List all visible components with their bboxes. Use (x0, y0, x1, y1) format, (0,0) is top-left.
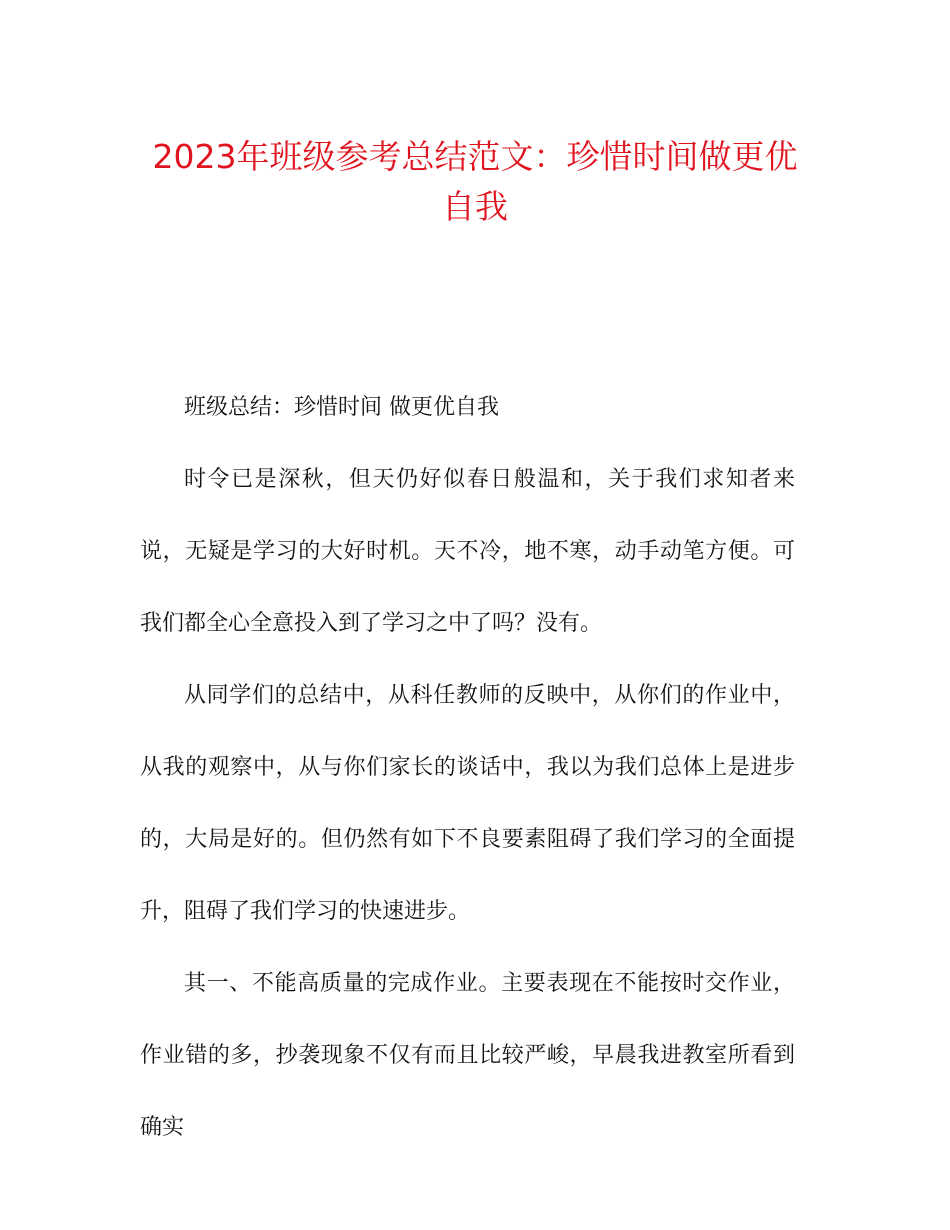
document-body (140, 372, 795, 1164)
paragraph: 时令已是深秋，但天仍好似春日般温和，关于我们求知者来说，无疑是学习的大好时机。天不冷，地不寒，动手动笔方便。可我们都全心全意投入到了学习之中了吗？没有。 (140, 467, 795, 636)
document-title: 2023年班级参考总结范文：珍惜时间做更优自我 (152, 137, 798, 226)
paragraph: 从同学们的总结中，从科任教师的反映中，从你们的作业中，从我的观察中，从与你们家长的谈话中，我以为我们总体上是进步的，大局是好的。但仍然有如下不良要素阻碍了我们学习的全面提升，阻碍了我们学习的快速进步。 (140, 683, 795, 924)
paragraph: 其一、不能高质量的完成作业。主要表现在不能按时交作业，作业错的多，抄袭现象不仅有而且比较严峻，早晨我进教室所看到确实 (140, 971, 795, 1140)
document-subheading: 班级总结：珍惜时间 做更优自我 (184, 395, 499, 420)
